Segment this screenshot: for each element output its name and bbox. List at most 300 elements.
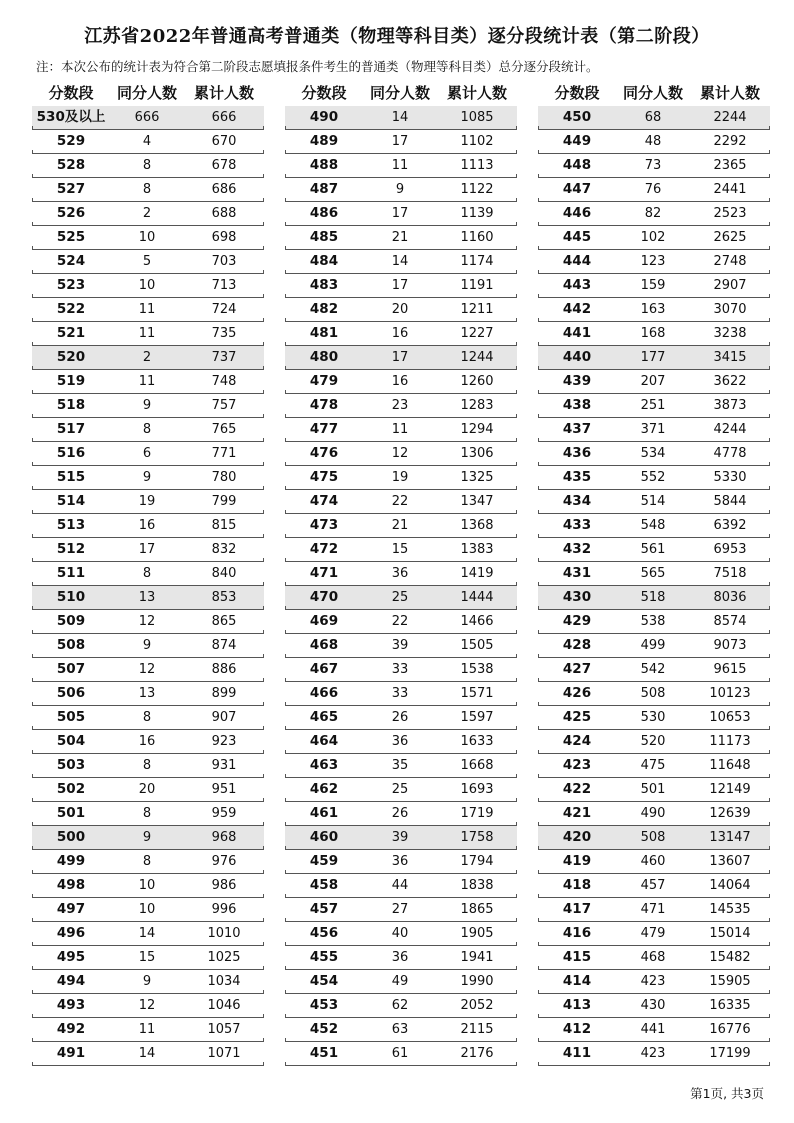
score-cell: 530及以上 <box>36 109 106 125</box>
same-score-count-cell: 508 <box>640 830 666 845</box>
score-cell: 430 <box>562 589 592 605</box>
cumulative-count-cell: 1668 <box>460 758 494 773</box>
table-row <box>32 346 264 370</box>
cumulative-count-cell: 1211 <box>460 302 494 317</box>
cumulative-count-cell: 2523 <box>713 206 747 221</box>
table-row <box>538 946 770 970</box>
cumulative-count-cell: 2052 <box>460 998 494 1013</box>
cumulative-count-cell: 4778 <box>713 446 747 461</box>
same-score-count-cell: 11 <box>138 1022 156 1037</box>
score-cell: 479 <box>309 373 339 389</box>
score-cell: 509 <box>56 613 86 629</box>
score-cell: 435 <box>562 469 592 485</box>
same-score-count-cell: 10 <box>138 278 156 293</box>
same-score-count-cell: 14 <box>391 110 409 125</box>
score-cell: 438 <box>562 397 592 413</box>
table-row <box>538 418 770 442</box>
same-score-count-cell: 666 <box>134 110 160 125</box>
table-row <box>285 418 517 442</box>
score-cell: 498 <box>56 877 86 893</box>
cumulative-count-cell: 1719 <box>460 806 494 821</box>
same-score-count-cell: 371 <box>640 422 666 437</box>
table-row <box>32 586 264 610</box>
cumulative-count-cell: 14064 <box>709 878 751 893</box>
score-cell: 497 <box>56 901 86 917</box>
same-score-count-cell: 76 <box>644 182 662 197</box>
same-score-count-cell: 4 <box>142 134 152 149</box>
cumulative-count-cell: 1034 <box>207 974 241 989</box>
table-row <box>32 178 264 202</box>
cumulative-count-cell: 1046 <box>207 998 241 1013</box>
cumulative-count-cell: 698 <box>211 230 237 245</box>
table-row <box>538 442 770 466</box>
same-score-count-cell: 8 <box>142 710 152 725</box>
score-cell: 414 <box>562 973 592 989</box>
table-row <box>285 1042 517 1066</box>
header-cumulative-count: 累计人数 <box>699 84 760 102</box>
table-row <box>32 226 264 250</box>
same-score-count-cell: 9 <box>395 182 405 197</box>
same-score-count-cell: 73 <box>644 158 662 173</box>
score-cell: 478 <box>309 397 339 413</box>
same-score-count-cell: 10 <box>138 878 156 893</box>
same-score-count-cell: 460 <box>640 854 666 869</box>
page-number: 第1页, 共3页 <box>690 1086 764 1101</box>
table-row <box>538 514 770 538</box>
score-cell: 433 <box>562 517 592 533</box>
same-score-count-cell: 430 <box>640 998 666 1013</box>
score-cell: 528 <box>56 157 86 173</box>
table-row <box>538 178 770 202</box>
table-row <box>538 610 770 634</box>
header-same-score-count: 同分人数 <box>622 84 683 102</box>
score-cell: 453 <box>309 997 339 1013</box>
table-row <box>32 850 264 874</box>
same-score-count-cell: 9 <box>142 638 152 653</box>
score-cell: 422 <box>562 781 592 797</box>
score-cell: 490 <box>309 109 339 125</box>
cumulative-count-cell: 1597 <box>460 710 494 725</box>
table-row <box>32 274 264 298</box>
same-score-count-cell: 159 <box>640 278 666 293</box>
same-score-count-cell: 62 <box>391 998 409 1013</box>
same-score-count-cell: 457 <box>640 878 666 893</box>
table-row <box>285 490 517 514</box>
score-cell: 468 <box>309 637 339 653</box>
same-score-count-cell: 102 <box>640 230 666 245</box>
cumulative-count-cell: 9615 <box>713 662 747 677</box>
score-cell: 417 <box>562 901 592 917</box>
table-row <box>285 514 517 538</box>
cumulative-count-cell: 724 <box>211 302 237 317</box>
score-cell: 516 <box>56 445 86 461</box>
same-score-count-cell: 168 <box>640 326 666 341</box>
score-cell: 411 <box>562 1045 592 1061</box>
same-score-count-cell: 8 <box>142 182 152 197</box>
score-cell: 499 <box>56 853 86 869</box>
table-row <box>32 874 264 898</box>
score-cell: 457 <box>309 901 339 917</box>
same-score-count-cell: 177 <box>640 350 666 365</box>
score-cell: 492 <box>56 1021 86 1037</box>
score-cell: 476 <box>309 445 339 461</box>
cumulative-count-cell: 1693 <box>460 782 494 797</box>
cumulative-count-cell: 13147 <box>709 830 751 845</box>
table-row <box>538 778 770 802</box>
score-cell: 426 <box>562 685 592 701</box>
cumulative-count-cell: 14535 <box>709 902 751 917</box>
score-cell: 466 <box>309 685 339 701</box>
table-row <box>32 130 264 154</box>
same-score-count-cell: 14 <box>138 1046 156 1061</box>
score-table-column-1 <box>32 80 264 1066</box>
table-row <box>285 538 517 562</box>
table-row <box>285 682 517 706</box>
same-score-count-cell: 17 <box>391 206 409 221</box>
same-score-count-cell: 9 <box>142 398 152 413</box>
table-row <box>32 418 264 442</box>
same-score-count-cell: 542 <box>640 662 666 677</box>
score-cell: 452 <box>309 1021 339 1037</box>
cumulative-count-cell: 10123 <box>709 686 751 701</box>
cumulative-count-cell: 1113 <box>460 158 494 173</box>
score-cell: 520 <box>56 349 86 365</box>
cumulative-count-cell: 840 <box>211 566 237 581</box>
score-cell: 505 <box>56 709 86 725</box>
score-cell: 501 <box>56 805 86 821</box>
score-cell: 487 <box>309 181 339 197</box>
cumulative-count-cell: 15482 <box>709 950 751 965</box>
cumulative-count-cell: 8574 <box>713 614 747 629</box>
cumulative-count-cell: 1633 <box>460 734 494 749</box>
table-row <box>538 106 770 130</box>
same-score-count-cell: 16 <box>391 374 409 389</box>
table-row <box>32 730 264 754</box>
score-cell: 423 <box>562 757 592 773</box>
same-score-count-cell: 20 <box>138 782 156 797</box>
score-cell: 496 <box>56 925 86 941</box>
table-row <box>32 490 264 514</box>
cumulative-count-cell: 11173 <box>709 734 751 749</box>
cumulative-count-cell: 2292 <box>713 134 747 149</box>
same-score-count-cell: 14 <box>138 926 156 941</box>
same-score-count-cell: 13 <box>138 590 156 605</box>
same-score-count-cell: 514 <box>640 494 666 509</box>
cumulative-count-cell: 8036 <box>713 590 747 605</box>
score-cell: 525 <box>56 229 86 245</box>
same-score-count-cell: 49 <box>391 974 409 989</box>
table-row <box>285 202 517 226</box>
table-row <box>285 250 517 274</box>
table-row <box>538 130 770 154</box>
cumulative-count-cell: 1071 <box>207 1046 241 1061</box>
table-row <box>32 682 264 706</box>
same-score-count-cell: 12 <box>138 998 156 1013</box>
table-row <box>32 778 264 802</box>
cumulative-count-cell: 735 <box>211 326 237 341</box>
cumulative-count-cell: 1122 <box>460 182 494 197</box>
cumulative-count-cell: 874 <box>211 638 237 653</box>
score-cell: 473 <box>309 517 339 533</box>
table-row <box>285 154 517 178</box>
same-score-count-cell: 21 <box>391 230 409 245</box>
same-score-count-cell: 12 <box>391 446 409 461</box>
table-row <box>285 466 517 490</box>
same-score-count-cell: 11 <box>138 326 156 341</box>
cumulative-count-cell: 907 <box>211 710 237 725</box>
cumulative-count-cell: 996 <box>211 902 237 917</box>
same-score-count-cell: 423 <box>640 974 666 989</box>
cumulative-count-cell: 2625 <box>713 230 747 245</box>
table-row <box>538 250 770 274</box>
cumulative-count-cell: 1419 <box>460 566 494 581</box>
cumulative-count-cell: 1139 <box>460 206 494 221</box>
score-cell: 524 <box>56 253 86 269</box>
table-row <box>538 994 770 1018</box>
table-row <box>285 706 517 730</box>
header-score-segment: 分数段 <box>48 84 94 102</box>
table-row <box>538 394 770 418</box>
same-score-count-cell: 8 <box>142 422 152 437</box>
score-cell: 474 <box>309 493 339 509</box>
table-row <box>32 898 264 922</box>
page-title: 江苏省2022年普通高考普通类（物理等科目类）逐分段统计表（第二阶段） <box>84 26 710 47</box>
same-score-count-cell: 68 <box>644 110 662 125</box>
cumulative-count-cell: 1102 <box>460 134 494 149</box>
score-cell: 484 <box>309 253 339 269</box>
table-row <box>285 994 517 1018</box>
table-row <box>285 586 517 610</box>
table-row <box>538 154 770 178</box>
cumulative-count-cell: 6392 <box>713 518 747 533</box>
cumulative-count-cell: 1174 <box>460 254 494 269</box>
same-score-count-cell: 518 <box>640 590 666 605</box>
same-score-count-cell: 561 <box>640 542 666 557</box>
same-score-count-cell: 13 <box>138 686 156 701</box>
score-cell: 471 <box>309 565 339 581</box>
cumulative-count-cell: 703 <box>211 254 237 269</box>
score-cell: 506 <box>56 685 86 701</box>
same-score-count-cell: 22 <box>391 614 409 629</box>
table-row <box>32 538 264 562</box>
score-cell: 512 <box>56 541 86 557</box>
table-row <box>285 730 517 754</box>
table-note: 注：本次公布的统计表为符合第二阶段志愿填报条件考生的普通类（物理等科目类）总分逐分段统计。 <box>36 59 599 74</box>
same-score-count-cell: 63 <box>391 1022 409 1037</box>
table-body <box>285 106 517 1066</box>
same-score-count-cell: 25 <box>391 590 409 605</box>
cumulative-count-cell: 15014 <box>709 926 751 941</box>
cumulative-count-cell: 1160 <box>460 230 494 245</box>
score-cell: 494 <box>56 973 86 989</box>
header-score-segment: 分数段 <box>301 84 347 102</box>
table-row <box>538 298 770 322</box>
same-score-count-cell: 8 <box>142 158 152 173</box>
table-row <box>285 610 517 634</box>
same-score-count-cell: 36 <box>391 854 409 869</box>
score-cell: 448 <box>562 157 592 173</box>
score-cell: 413 <box>562 997 592 1013</box>
table-row <box>32 826 264 850</box>
score-cell: 504 <box>56 733 86 749</box>
table-row <box>32 442 264 466</box>
same-score-count-cell: 48 <box>644 134 662 149</box>
cumulative-count-cell: 10653 <box>709 710 751 725</box>
cumulative-count-cell: 1191 <box>460 278 494 293</box>
cumulative-count-cell: 3415 <box>713 350 747 365</box>
table-row <box>538 850 770 874</box>
score-cell: 503 <box>56 757 86 773</box>
same-score-count-cell: 17 <box>391 350 409 365</box>
table-row <box>538 274 770 298</box>
score-cell: 419 <box>562 853 592 869</box>
same-score-count-cell: 11 <box>138 302 156 317</box>
cumulative-count-cell: 780 <box>211 470 237 485</box>
same-score-count-cell: 26 <box>391 806 409 821</box>
cumulative-count-cell: 1758 <box>460 830 494 845</box>
same-score-count-cell: 423 <box>640 1046 666 1061</box>
score-cell: 454 <box>309 973 339 989</box>
same-score-count-cell: 27 <box>391 902 409 917</box>
table-row <box>538 970 770 994</box>
header-same-score-count: 同分人数 <box>116 84 177 102</box>
cumulative-count-cell: 3622 <box>713 374 747 389</box>
same-score-count-cell: 15 <box>391 542 409 557</box>
cumulative-count-cell: 16776 <box>709 1022 751 1037</box>
score-cell: 428 <box>562 637 592 653</box>
score-cell: 441 <box>562 325 592 341</box>
score-cell: 449 <box>562 133 592 149</box>
same-score-count-cell: 548 <box>640 518 666 533</box>
table-row <box>285 802 517 826</box>
table-row <box>538 226 770 250</box>
score-cell: 439 <box>562 373 592 389</box>
cumulative-count-cell: 976 <box>211 854 237 869</box>
same-score-count-cell: 35 <box>391 758 409 773</box>
score-table-column-3 <box>538 80 770 1066</box>
cumulative-count-cell: 886 <box>211 662 237 677</box>
score-cell: 462 <box>309 781 339 797</box>
score-cell: 432 <box>562 541 592 557</box>
same-score-count-cell: 16 <box>391 326 409 341</box>
table-row <box>285 130 517 154</box>
table-row <box>538 874 770 898</box>
table-row <box>285 922 517 946</box>
table-row <box>285 898 517 922</box>
same-score-count-cell: 479 <box>640 926 666 941</box>
table-row <box>538 562 770 586</box>
cumulative-count-cell: 1227 <box>460 326 494 341</box>
cumulative-count-cell: 1905 <box>460 926 494 941</box>
score-cell: 475 <box>309 469 339 485</box>
score-cell: 465 <box>309 709 339 725</box>
cumulative-count-cell: 765 <box>211 422 237 437</box>
score-cell: 511 <box>56 565 86 581</box>
cumulative-count-cell: 5330 <box>713 470 747 485</box>
table-row <box>285 634 517 658</box>
table-row <box>32 946 264 970</box>
cumulative-count-cell: 2907 <box>713 278 747 293</box>
same-score-count-cell: 23 <box>391 398 409 413</box>
score-cell: 464 <box>309 733 339 749</box>
score-cell: 514 <box>56 493 86 509</box>
table-row <box>32 298 264 322</box>
table-row <box>32 994 264 1018</box>
cumulative-count-cell: 968 <box>211 830 237 845</box>
same-score-count-cell: 39 <box>391 830 409 845</box>
cumulative-count-cell: 3070 <box>713 302 747 317</box>
table-row <box>32 562 264 586</box>
same-score-count-cell: 552 <box>640 470 666 485</box>
same-score-count-cell: 36 <box>391 950 409 965</box>
table-row <box>32 1042 264 1066</box>
cumulative-count-cell: 899 <box>211 686 237 701</box>
cumulative-count-cell: 686 <box>211 182 237 197</box>
same-score-count-cell: 14 <box>391 254 409 269</box>
score-cell: 442 <box>562 301 592 317</box>
cumulative-count-cell: 1444 <box>460 590 494 605</box>
same-score-count-cell: 20 <box>391 302 409 317</box>
cumulative-count-cell: 688 <box>211 206 237 221</box>
same-score-count-cell: 16 <box>138 518 156 533</box>
score-cell: 472 <box>309 541 339 557</box>
score-cell: 523 <box>56 277 86 293</box>
cumulative-count-cell: 15905 <box>709 974 751 989</box>
same-score-count-cell: 12 <box>138 614 156 629</box>
cumulative-count-cell: 1294 <box>460 422 494 437</box>
same-score-count-cell: 39 <box>391 638 409 653</box>
table-row <box>285 322 517 346</box>
same-score-count-cell: 10 <box>138 902 156 917</box>
table-row <box>538 370 770 394</box>
table-row <box>285 178 517 202</box>
table-body <box>538 106 770 1066</box>
cumulative-count-cell: 5844 <box>713 494 747 509</box>
score-cell: 412 <box>562 1021 592 1037</box>
cumulative-count-cell: 931 <box>211 758 237 773</box>
same-score-count-cell: 11 <box>391 158 409 173</box>
table-body <box>32 106 264 1066</box>
same-score-count-cell: 9 <box>142 830 152 845</box>
same-score-count-cell: 9 <box>142 974 152 989</box>
cumulative-count-cell: 815 <box>211 518 237 533</box>
same-score-count-cell: 8 <box>142 758 152 773</box>
score-cell: 429 <box>562 613 592 629</box>
score-cell: 450 <box>562 109 592 125</box>
cumulative-count-cell: 2441 <box>713 182 747 197</box>
score-cell: 470 <box>309 589 339 605</box>
cumulative-count-cell: 3238 <box>713 326 747 341</box>
same-score-count-cell: 565 <box>640 566 666 581</box>
header-same-score-count: 同分人数 <box>369 84 430 102</box>
same-score-count-cell: 61 <box>391 1046 409 1061</box>
score-table-column-2 <box>285 80 517 1066</box>
same-score-count-cell: 490 <box>640 806 666 821</box>
table-row <box>32 514 264 538</box>
same-score-count-cell: 16 <box>138 734 156 749</box>
table-header <box>538 80 770 106</box>
table-row <box>538 802 770 826</box>
score-cell: 415 <box>562 949 592 965</box>
cumulative-count-cell: 1025 <box>207 950 241 965</box>
table-row <box>538 634 770 658</box>
same-score-count-cell: 33 <box>391 662 409 677</box>
same-score-count-cell: 12 <box>138 662 156 677</box>
table-row <box>32 634 264 658</box>
score-cell: 502 <box>56 781 86 797</box>
table-row <box>32 106 264 130</box>
cumulative-count-cell: 2748 <box>713 254 747 269</box>
